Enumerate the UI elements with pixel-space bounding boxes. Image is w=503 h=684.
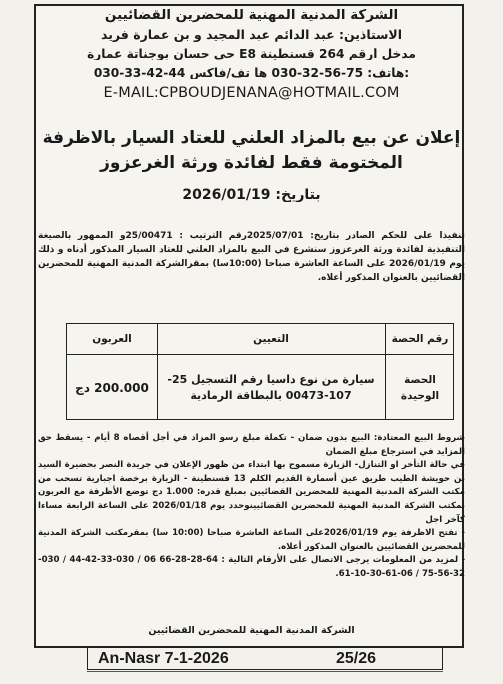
header-deposit: العربون <box>92 333 132 345</box>
table-header-divider <box>67 354 453 355</box>
cell-share: الحصة الوحيدة <box>400 374 440 402</box>
rule-paragraph: - تفتح الاظرفة يوم 2026/01/19على الساعة العاشرة صباحا (10:00 سا) بمقرمكتب الشركة المدنية للمحضرين القضائيين بالعنوان المذكور أعلاه. <box>38 528 465 552</box>
company-phones: 030-33-42-44 هاتف: 75-56-32-030 ها تف/فاكس: <box>93 67 410 80</box>
rule-paragraph: في حالة التأخر او التنازل- الزيارة مسموح بها ابتداء من ظهور الإعلان في جريدة النصر بحضيرة السيد بن حويشة الطيب طريق عين أسمارة القديم الكلم 13 قسنطينة - الزيارة برخصة اجبارية تسحب من مكتب الشركة المدنية المهنية للمحضرين القضائيين بمبلغ قدره: 1.000 دج توضع الأظرفة مع العربون بمكتب الشركة المدنية المهنية للمحضرين القضائيينوحدد يوم 2026/01/18 على الساعة الرابعة مساءا كآخر اجل <box>38 460 465 525</box>
header-share-number: رقم الحصة <box>391 333 449 345</box>
company-address: مدخل أرقم 264 قسنطينة E8 حي حسان بوجناتة عمارة <box>87 48 416 61</box>
sale-date: بتاريخ: 2026/01/19 <box>182 188 321 202</box>
lots-table <box>66 323 454 420</box>
publication-date: An-Nasr 7-1-2026 <box>98 650 229 667</box>
sale-conditions <box>38 432 465 582</box>
intro-paragraph: تنفيذا على للحكم الصادر بتاريخ: 2025/07/01رقم الترتيب : 25/00471و الممهور بالصيغة التنفيذية لفائدة ورثة الغرعزوز سنشرع في البيع بالمزاد العلني للعتاد السيار المذكور أدناه و ذلك يوم 2026/01/19 على الساعة العاشرة صباحا (10:00سا) بمقرالشركة المدنية المهنية للمحضرين القضائيين بالعنوان المذكور أعلاه. <box>38 231 465 283</box>
company-name: الشركة المدنية المهنية للمحضرين القضائيين <box>104 9 399 23</box>
rule-paragraph: شروط البيع المعتادة: البيع بدون ضمان - تكملة مبلغ رسو المزاد في أجل أقصاه 8 أيام - يسقط حق المزايد في استرجاع مبلغ الضمان <box>38 433 465 457</box>
cell-deposit: 200.000 دج <box>75 381 149 395</box>
company-email: E-MAIL:CPBOUDJENANA@HOTMAIL.COM <box>103 86 400 101</box>
newspaper-footer <box>87 648 443 670</box>
rule-paragraph: - لمزيد من المعلومات يرجى الاتصال على الأرقام التالية : 64-28-28-66 06 / 030-33-42-44 / 030-32-56-75 / 06-61-30-10-61. <box>38 555 466 579</box>
bailiffs-names: الاستاذين: عبد الدائم عبد المجيد و بن عمارة فريد <box>100 29 403 42</box>
cell-designation: سيارة من نوع داسيا رقم التسجيل 25-107-00473 بالبطاقة الرمادية <box>167 373 375 402</box>
page-number: 25/26 <box>335 650 376 667</box>
announcement-subtitle: المختومة فقط لفائدة ورثة الغرعزوز <box>100 155 403 172</box>
footer-underline <box>87 671 443 672</box>
announcement-title: إعلان عن بيع بالمزاد العلني للعتاد السيار بالاظرفة <box>42 130 461 147</box>
signature: الشركة المدنية المهنية للمحضرين القضائيين <box>148 625 355 636</box>
header-designation: التعيين <box>253 333 289 345</box>
